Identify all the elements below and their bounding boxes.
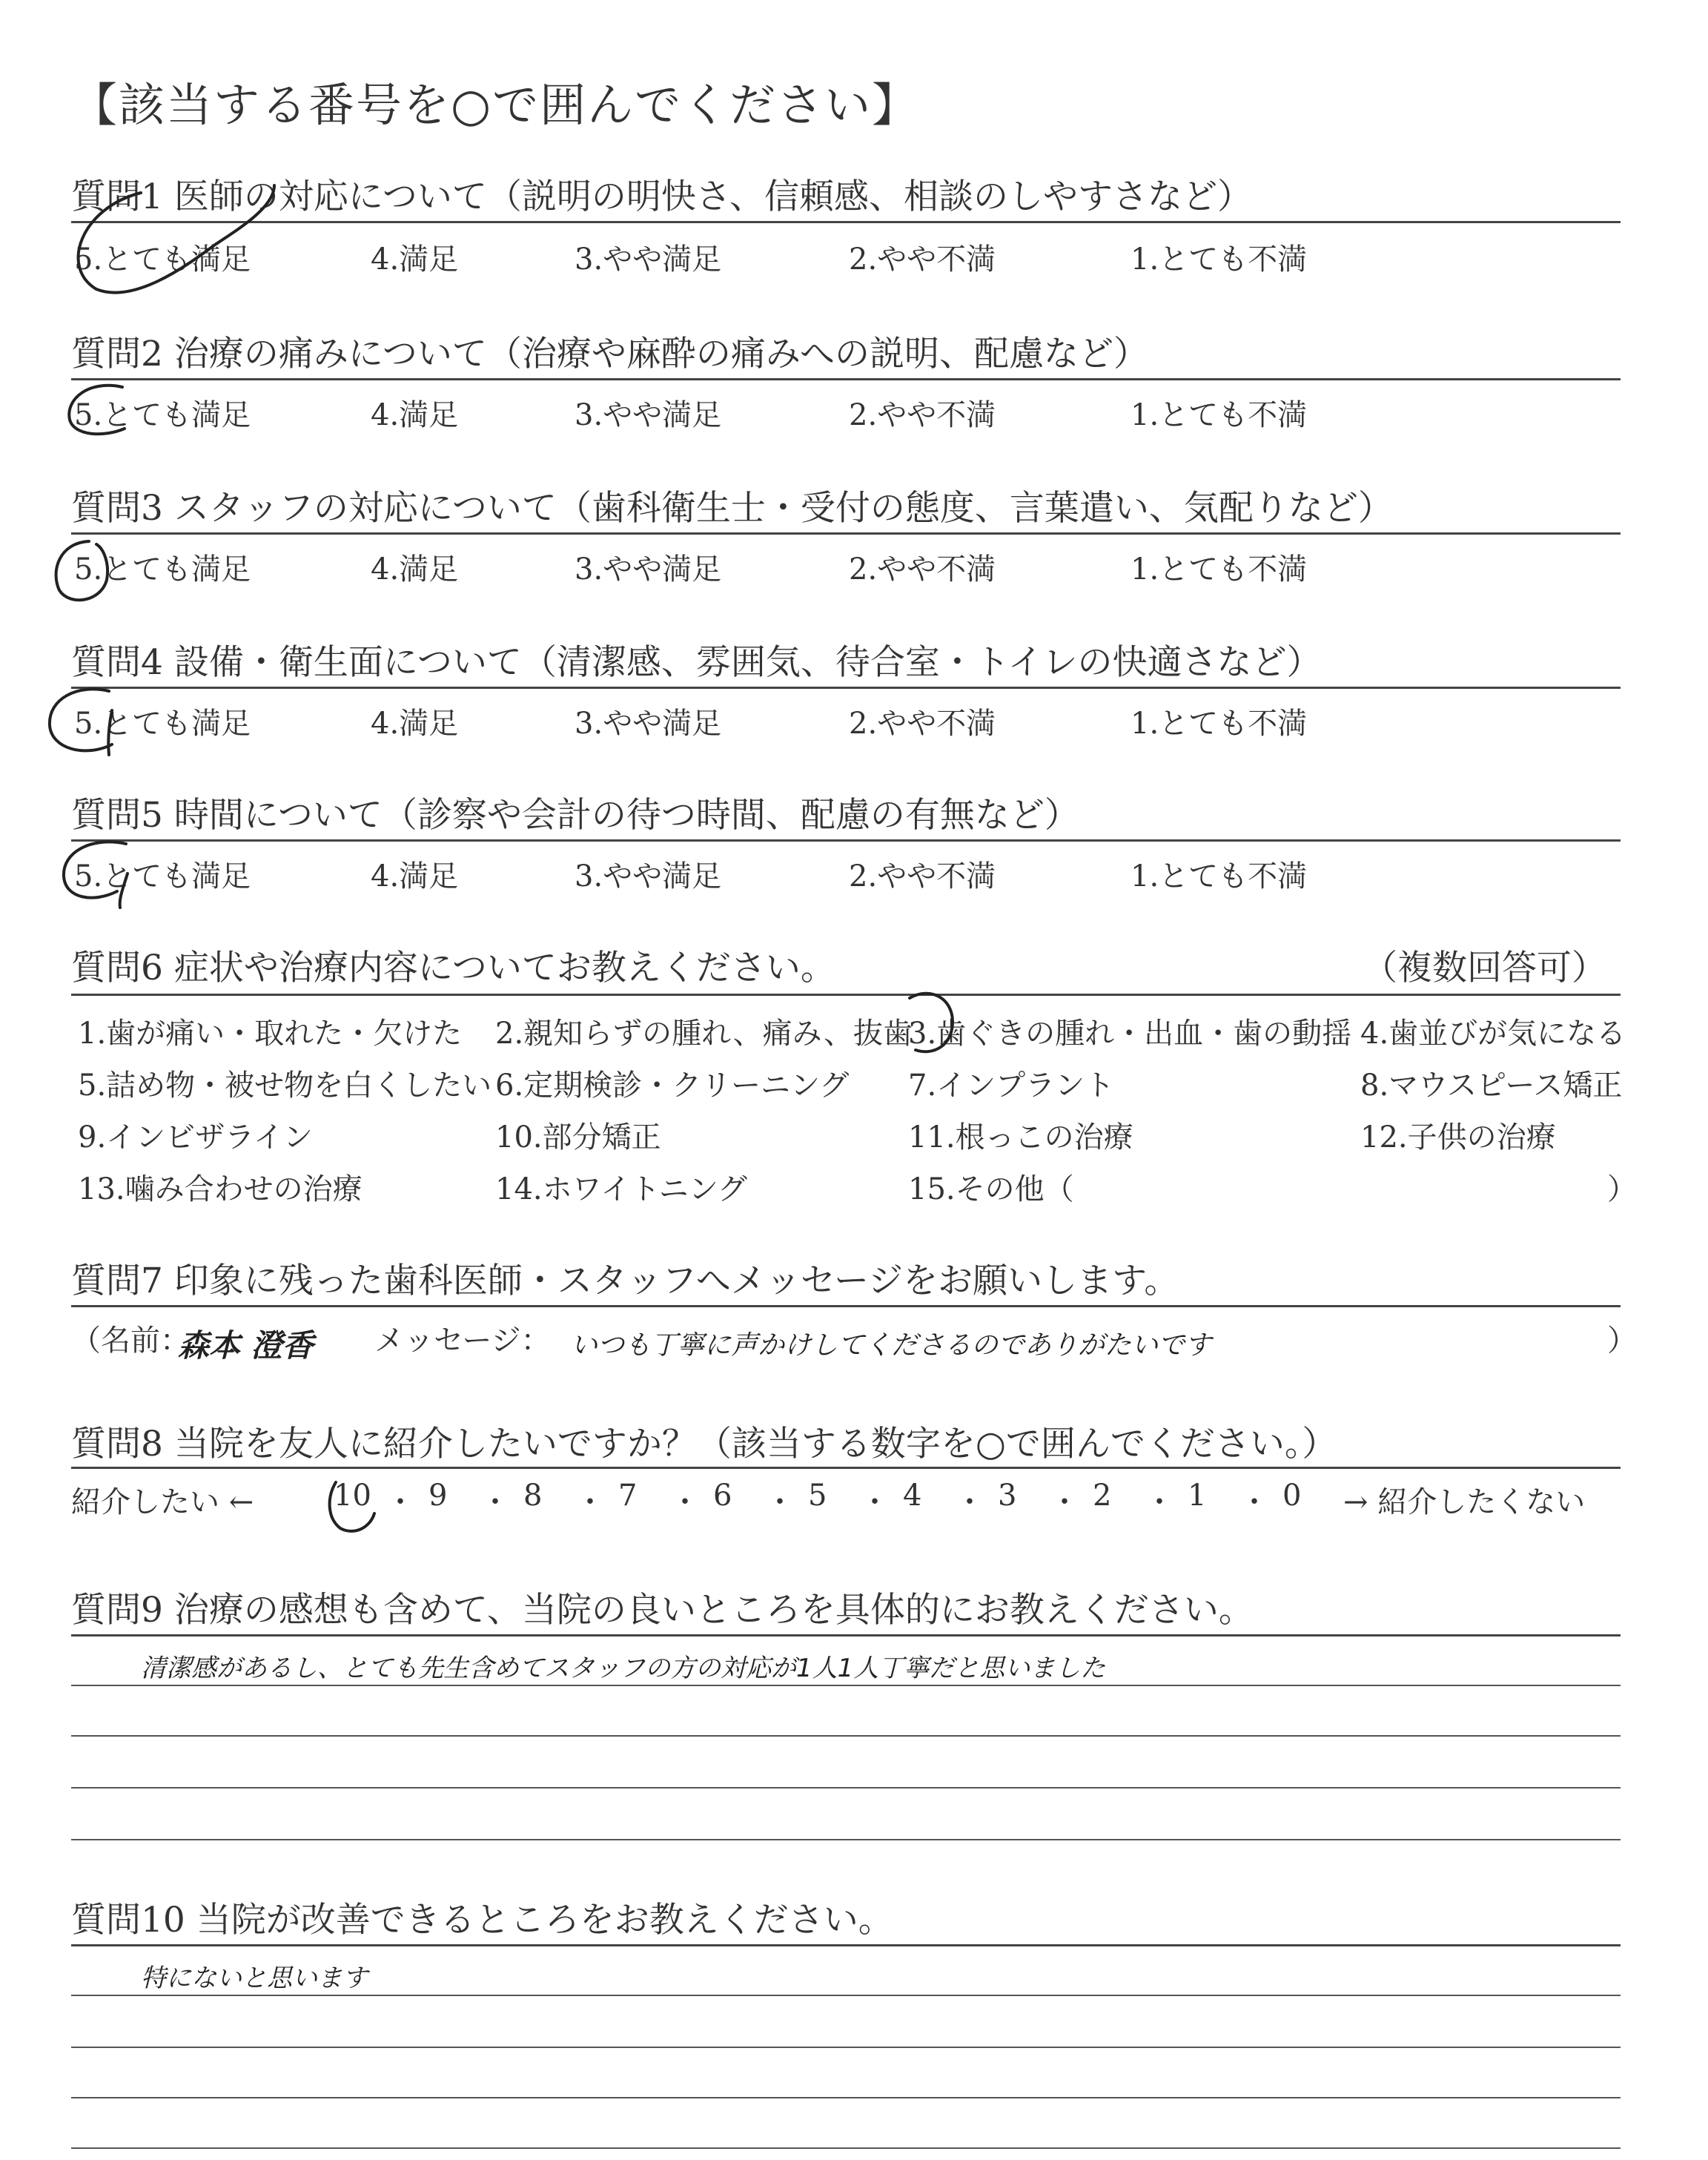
q8-scale-separator: ・ bbox=[385, 1485, 415, 1519]
q8-scale-separator: ・ bbox=[1145, 1485, 1174, 1519]
q7-close-paren: ） bbox=[1607, 1324, 1637, 1358]
q2-option-3[interactable]: 3.やや満足 bbox=[575, 398, 722, 432]
q8-scale-separator: ・ bbox=[1050, 1485, 1079, 1519]
question-9-title: 質問9 治療の感想も含めて、当院の良いところを具体的にお教えください。 bbox=[71, 1590, 1254, 1631]
q6-option-10[interactable]: 10.部分矯正 bbox=[495, 1120, 661, 1155]
q6-option-4[interactable]: 4.歯並びが気になる bbox=[1360, 1017, 1626, 1051]
q7-name-label: （名前： bbox=[71, 1324, 190, 1358]
divider bbox=[71, 1634, 1621, 1636]
q10-answer[interactable]: 特にないと思います bbox=[141, 1964, 368, 1993]
q5-option-4[interactable]: 4.満足 bbox=[371, 859, 459, 894]
q3-option-2[interactable]: 2.やや不満 bbox=[849, 552, 996, 587]
q2-option-4[interactable]: 4.満足 bbox=[371, 398, 459, 432]
question-6-note: （複数回答可） bbox=[1363, 948, 1606, 988]
q4-option-3[interactable]: 3.やや満足 bbox=[575, 707, 722, 741]
q6-option-9[interactable]: 9.インビザライン bbox=[78, 1120, 313, 1155]
answer-line bbox=[71, 1995, 1621, 1996]
answer-line bbox=[71, 1787, 1621, 1789]
answer-line bbox=[71, 2147, 1621, 2149]
q8-left-label: 紹介したい ← bbox=[71, 1485, 254, 1519]
q8-scale-separator: ・ bbox=[1239, 1485, 1269, 1519]
q8-scale-6[interactable]: 6 bbox=[713, 1479, 732, 1513]
form-header: 【該当する番号を○で囲んでください】 bbox=[71, 78, 920, 132]
q8-scale-0[interactable]: 0 bbox=[1282, 1479, 1302, 1513]
q8-scale-7[interactable]: 7 bbox=[618, 1479, 638, 1513]
q8-scale-separator: ・ bbox=[670, 1485, 700, 1519]
q6-option-7[interactable]: 7.インプラント bbox=[908, 1069, 1115, 1103]
q8-scale-1[interactable]: 1 bbox=[1188, 1479, 1207, 1513]
q3-option-4[interactable]: 4.満足 bbox=[371, 552, 459, 587]
question-7-title: 質問7 印象に残った歯科医師・スタッフへメッセージをお願いします。 bbox=[71, 1261, 1179, 1301]
q6-option-5[interactable]: 5.詰め物・被せ物を白くしたい bbox=[78, 1069, 492, 1103]
q5-option-2[interactable]: 2.やや不満 bbox=[849, 859, 996, 894]
question-2-title: 質問2 治療の痛みについて（治療や麻酔の痛みへの説明、配慮など） bbox=[71, 334, 1148, 374]
q1-option-3[interactable]: 3.やや満足 bbox=[575, 242, 722, 277]
question-10-title: 質問10 当院が改善できるところをお教えください。 bbox=[71, 1900, 893, 1941]
q7-message-label: メッセージ： bbox=[374, 1324, 551, 1358]
q6-option-3[interactable]: 3.歯ぐきの腫れ・出血・歯の動揺 bbox=[908, 1017, 1352, 1051]
question-3-title: 質問3 スタッフの対応について（歯科衛生士・受付の態度、言葉遣い、気配りなど） bbox=[71, 488, 1393, 529]
q6-option-14[interactable]: 14.ホワイトニング bbox=[495, 1172, 748, 1206]
divider bbox=[71, 1305, 1621, 1307]
q1-option-5[interactable]: 5.とても満足 bbox=[74, 242, 251, 277]
divider bbox=[71, 687, 1621, 689]
q8-scale-4[interactable]: 4 bbox=[903, 1479, 922, 1513]
q6-option-13[interactable]: 13.噛み合わせの治療 bbox=[78, 1172, 363, 1206]
answer-line bbox=[71, 1685, 1621, 1686]
q8-scale-separator: ・ bbox=[765, 1485, 795, 1519]
question-4-title: 質問4 設備・衛生面について（清潔感、雰囲気、待合室・トイレの快適さなど） bbox=[71, 642, 1322, 683]
q8-scale-separator: ・ bbox=[860, 1485, 890, 1519]
q2-option-5[interactable]: 5.とても満足 bbox=[74, 398, 251, 432]
divider bbox=[71, 839, 1621, 842]
q5-option-5[interactable]: 5.とても満足 bbox=[74, 859, 251, 894]
question-6-title: 質問6 症状や治療内容についてお教えください。 bbox=[71, 948, 835, 988]
q8-scale-2[interactable]: 2 bbox=[1093, 1479, 1112, 1513]
q6-other-close: ） bbox=[1607, 1172, 1637, 1206]
q1-option-1[interactable]: 1.とても不満 bbox=[1131, 242, 1308, 277]
q5-option-1[interactable]: 1.とても不満 bbox=[1131, 859, 1308, 894]
q1-option-2[interactable]: 2.やや不満 bbox=[849, 242, 996, 277]
q8-scale-9[interactable]: 9 bbox=[428, 1479, 448, 1513]
q8-scale-8[interactable]: 8 bbox=[523, 1479, 543, 1513]
q6-option-1[interactable]: 1.歯が痛い・取れた・欠けた bbox=[78, 1017, 463, 1051]
q4-option-2[interactable]: 2.やや不満 bbox=[849, 707, 996, 741]
q4-option-5[interactable]: 5.とても満足 bbox=[74, 707, 251, 741]
question-8-title: 質問8 当院を友人に紹介したいですか？（該当する数字を○で囲んでください。） bbox=[71, 1424, 1337, 1464]
q6-option-12[interactable]: 12.子供の治療 bbox=[1360, 1120, 1556, 1155]
q3-option-1[interactable]: 1.とても不満 bbox=[1131, 552, 1308, 587]
question-5-title: 質問5 時間について（診察や会計の待つ時間、配慮の有無など） bbox=[71, 795, 1079, 836]
q2-option-1[interactable]: 1.とても不満 bbox=[1131, 398, 1308, 432]
q8-scale-separator: ・ bbox=[955, 1485, 984, 1519]
divider bbox=[71, 1467, 1621, 1469]
q7-message-value[interactable]: いつも丁寧に声かけしてくださるのでありがたいです bbox=[571, 1330, 1212, 1361]
q6-option-11[interactable]: 11.根っこの治療 bbox=[908, 1120, 1133, 1155]
q3-option-5[interactable]: 5.とても満足 bbox=[74, 552, 251, 587]
q8-scale-separator: ・ bbox=[480, 1485, 510, 1519]
divider bbox=[71, 1944, 1621, 1946]
q8-scale-separator: ・ bbox=[575, 1485, 605, 1519]
q4-option-4[interactable]: 4.満足 bbox=[371, 707, 459, 741]
divider bbox=[71, 221, 1621, 223]
q7-name-value[interactable]: 森本 澄香 bbox=[178, 1327, 314, 1364]
q8-scale-5[interactable]: 5 bbox=[808, 1479, 827, 1513]
answer-line bbox=[71, 1839, 1621, 1840]
question-1-title: 質問1 医師の対応について（説明の明快さ、信頼感、相談のしやすさなど） bbox=[71, 176, 1253, 217]
q6-option-2[interactable]: 2.親知らずの腫れ、痛み、抜歯 bbox=[495, 1017, 913, 1051]
q6-option-8[interactable]: 8.マウスピース矯正 bbox=[1360, 1069, 1623, 1103]
q3-option-3[interactable]: 3.やや満足 bbox=[575, 552, 722, 587]
q6-option-15[interactable]: 15.その他（ bbox=[908, 1172, 1074, 1206]
answer-line bbox=[71, 1735, 1621, 1737]
q1-option-4[interactable]: 4.満足 bbox=[371, 242, 459, 277]
q8-right-label: → 紹介したくない bbox=[1343, 1485, 1586, 1519]
q2-option-2[interactable]: 2.やや不満 bbox=[849, 398, 996, 432]
divider bbox=[71, 994, 1621, 996]
q6-option-6[interactable]: 6.定期検診・クリーニング bbox=[495, 1069, 850, 1103]
q5-option-3[interactable]: 3.やや満足 bbox=[575, 859, 722, 894]
divider bbox=[71, 532, 1621, 535]
answer-line bbox=[71, 2047, 1621, 2048]
q8-scale-3[interactable]: 3 bbox=[998, 1479, 1017, 1513]
answer-line bbox=[71, 2097, 1621, 2098]
q8-scale-10[interactable]: 10 bbox=[334, 1479, 371, 1513]
q4-option-1[interactable]: 1.とても不満 bbox=[1131, 707, 1308, 741]
q9-answer[interactable]: 清潔感があるし、とても先生含めてスタッフの方の対応が1人1人丁寧だと思いました bbox=[141, 1654, 1106, 1683]
divider bbox=[71, 378, 1621, 380]
